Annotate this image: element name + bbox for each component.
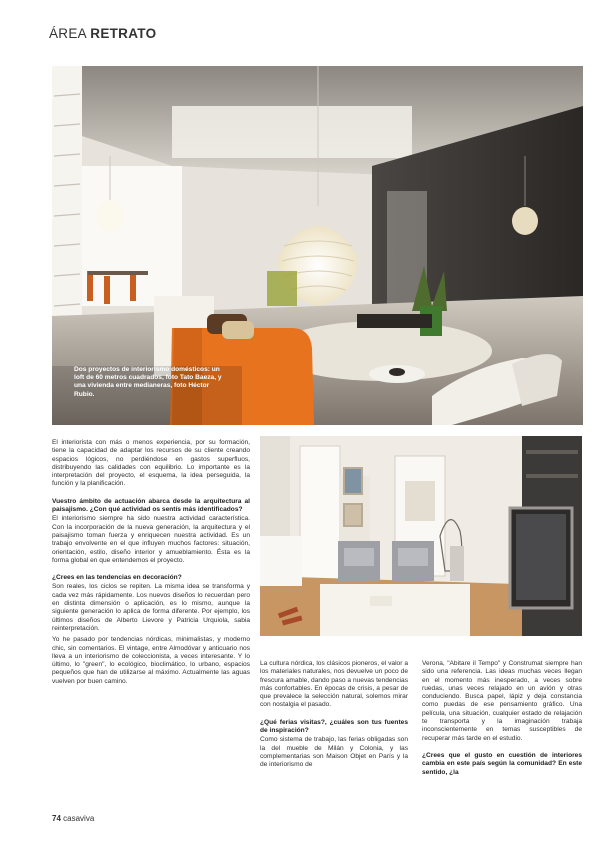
section-label: ÁREA <box>49 26 87 41</box>
white-living-room-illustration <box>260 436 582 636</box>
interview-question: ¿Crees en las tendencias en decoración? <box>52 574 182 582</box>
hero-caption: Dos proyectos de interiorismo domésticos: un loft de 60 metros cuadrados, foto Tato Baeza, y una vivienda entre medianeras, foto Héctor Rubio. <box>74 366 222 398</box>
article-column-2 <box>260 660 408 773</box>
article-paragraph: Como sistema de trabajo, las ferias obligadas son la del mueble de Milán y Colonia, y las complementarias son Maison Objet en París y la de interiorismo de <box>260 736 408 769</box>
article-paragraph: Son reales, los ciclos se repiten. La misma idea se transforma y cada vez más rápidamente. Los nuevos diseños lo recuerdan pero en distinta dimensión o aplicación, es lo mismo, aunque la siguiente generación lo aplica de forma diferente. Por ejemplo, los últimos diseños de Alberto Lievore y Patricia Urquiola, sabia reinterpretación. <box>52 583 250 632</box>
magazine-name: casaviva <box>63 814 95 823</box>
article-column-3 <box>422 660 582 778</box>
interior-photo-white-living-room <box>260 436 582 636</box>
article-column-1 <box>52 439 250 689</box>
article-paragraph: El interiorismo siempre ha sido nuestra actividad característica. Con la incorporación de la nueva generación, la arquitectura y el paisajismo toman fuerza y enriquecen nuestra actividad. Es un trabajo envolvente en el que influyen muchos factores: situación, orientación, estilo, diseño interior y amueblamiento. Ésta es la forma global en que entendemos el proyecto. <box>52 515 250 564</box>
article-paragraph: El interiorista con más o menos experiencia, por su formación, tiene la capacidad de adaptar los recursos de su cliente creando espacios lógicos, no perdiéndose en gastos superfluos, distribuyendo las calidades con equilibrio. Lo importante es la interpretación del proyecto, el esquema, la idea perseguida, la función y la planificación. <box>52 439 250 488</box>
page-footer <box>52 814 94 823</box>
article-paragraph: Yo he pasado por tendencias nórdicas, minimalistas, y moderno chic, sin comentarios. El vintage, entre Almodóvar y anticuario nos lleva a un interiorismo de coleccionista, a veces interesante. Y lo último, lo "green", lo ecológico, bioclimático, lo urbano, espacios pequeños que han de utilizarse al máximo. Actualmente las aguas vuelven por buen camino. <box>52 636 250 685</box>
page-number: 74 <box>52 814 61 823</box>
article-paragraph: Verona, "Abitare il Tempo" y Construmat siempre han sido una referencia. Las ideas muchas veces llegan en el momento más inesperado, a veces sobre ruedas, unas veces relajado en un avión y otras conduciendo. Busca papel, lápiz y deja constancia como puedas de ese pensamiento gráfico. Una película, una situación, cualquier estado de relajación te transporta y la imaginación trabaja inconscientemente en temas susceptibles de recuperar más tarde en el estudio. <box>422 660 582 742</box>
article-paragraph: La cultura nórdica, los clásicos pioneros, el valor a los materiales naturales, nos devuelve un poco de frescura amable, dando paso a nuevas tendencias más confortables. En épocas de crisis, a pesar de que prevalece la selección natural, solemos mirar con nostalgia el pasado. <box>260 660 408 709</box>
interview-question: ¿Crees que el gusto en cuestión de interiores cambia en este país según la comunidad? En este sentido, ¿la <box>422 751 582 776</box>
interview-question: ¿Qué ferias visitas?, ¿cuáles son tus fuentes de inspiración? <box>260 718 408 735</box>
section-header <box>49 26 156 41</box>
section-title: RETRATO <box>90 26 157 41</box>
interview-question: Vuestro ámbito de actuación abarca desde la arquitectura al paisajismo. ¿Con qué actividad os sentís más identificados? <box>52 497 250 514</box>
